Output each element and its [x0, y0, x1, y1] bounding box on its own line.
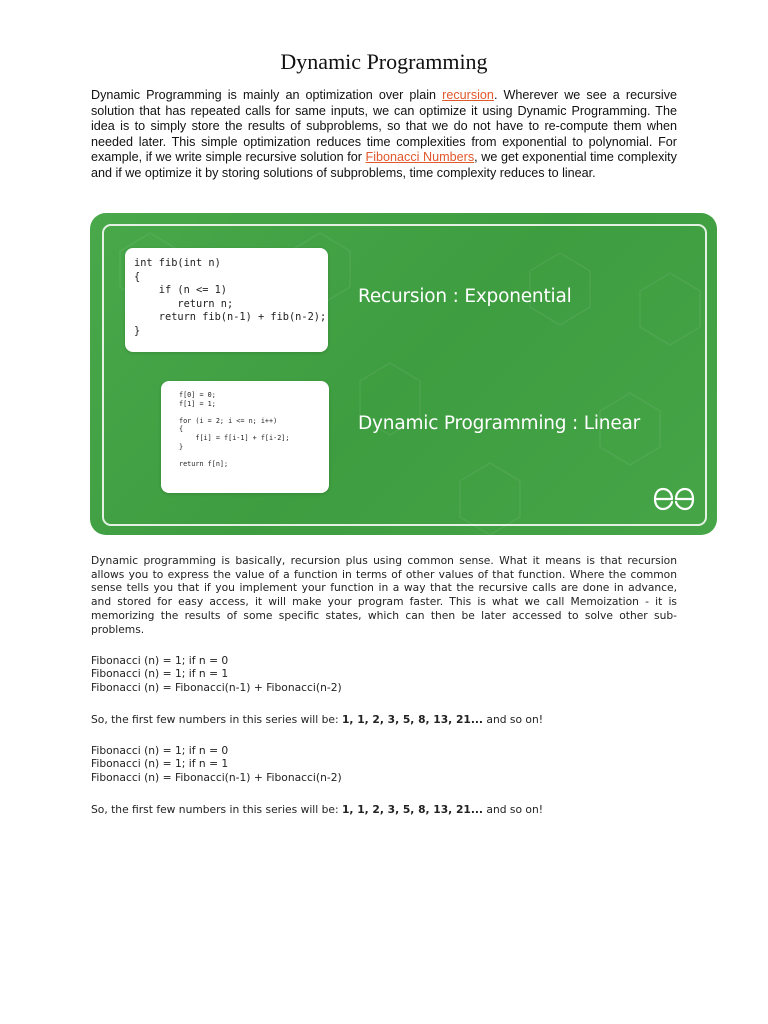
series-suffix: and so on! — [483, 803, 544, 816]
fibonacci-rule-2: Fibonacci (n) = 1; if n = 1 — [91, 757, 229, 770]
code-line: } — [134, 324, 141, 337]
memoization-paragraph: Dynamic programming is basically, recursion plus using common sense. What it means is that recursion allows you to express the value of a function in terms of other values of that function. Where the common sense tells you that if you implement your function in a way that the recursive calls are done in advance, and stored for easy access, it will make your program faster. This is what we call Memoization - it is memorizing the results of some specific states, which can then be later accessed to solve other sub-problems. — [91, 554, 677, 636]
fibonacci-rule-1: Fibonacci (n) = 1; if n = 0 — [91, 654, 229, 667]
code-line: f[i] = f[i-1] + f[i-2]; — [179, 433, 290, 442]
code-line: f[1] = 1; — [179, 399, 216, 408]
page-title: Dynamic Programming — [280, 49, 488, 74]
dp-code-card — [161, 381, 329, 493]
code-line: if (n <= 1) — [134, 284, 227, 296]
code-line: f[0] = 0; — [179, 391, 216, 399]
dp-linear-label: Dynamic Programming : Linear — [358, 413, 641, 434]
gfg-logo-icon — [652, 486, 696, 512]
fibonacci-rule-1: Fibonacci (n) = 1; if n = 0 — [91, 744, 229, 757]
dp-code — [161, 381, 329, 468]
intro-text-2: . Wherever we see a recursive solution that has repeated calls for same inputs, we can optimize it using Dynamic Programming. The idea is to simply store the results of subproblems, so that we do not have to re-compute them when needed later. This simple optimization reduces time complexities from exponential to polynomial. For example, if we write simple recursive solution for — [91, 88, 677, 165]
code-line: { — [134, 270, 141, 283]
series-prefix: So, the first few numbers in this series will be: — [91, 713, 342, 726]
recursive-code — [125, 248, 328, 338]
intro-paragraph — [91, 88, 677, 182]
code-line: return n; — [134, 297, 234, 310]
series-numbers: 1, 1, 2, 3, 5, 8, 13, 21... — [341, 713, 483, 726]
code-line: return f[n]; — [179, 459, 229, 468]
intro-text-1: Dynamic Programming is mainly an optimization over plain — [91, 88, 443, 102]
code-line: return fib(n-1) + fib(n-2); — [134, 311, 327, 323]
code-line: } — [179, 442, 184, 451]
fibonacci-series-line — [91, 713, 543, 726]
series-numbers: 1, 1, 2, 3, 5, 8, 13, 21... — [341, 803, 483, 816]
fibonacci-series-line — [91, 803, 543, 816]
fibonacci-rule-2: Fibonacci (n) = 1; if n = 1 — [91, 667, 229, 680]
code-line: for (i = 2; i <= n; i++) — [179, 416, 278, 425]
intro-text-3: , we get exponential time complexity and if we optimize it by storing solutions of subproblems, time complexity reduces to linear. — [91, 150, 677, 180]
fibonacci-rule-3: Fibonacci (n) = Fibonacci(n-1) + Fibonacci(n-2) — [91, 771, 342, 784]
code-line: int fib(int n) — [134, 257, 221, 269]
series-prefix: So, the first few numbers in this series will be: — [91, 803, 342, 816]
recursive-code-card — [125, 248, 328, 352]
fibonacci-rule-3: Fibonacci (n) = Fibonacci(n-1) + Fibonacci(n-2) — [91, 681, 342, 694]
recursion-link[interactable]: recursion — [442, 88, 494, 102]
recursion-exponential-label: Recursion : Exponential — [358, 286, 572, 307]
recursion-vs-dp-banner — [90, 213, 717, 535]
series-suffix: and so on! — [483, 713, 544, 726]
fibonacci-numbers-link[interactable]: Fibonacci Numbers — [365, 150, 475, 165]
code-line: { — [179, 425, 184, 434]
